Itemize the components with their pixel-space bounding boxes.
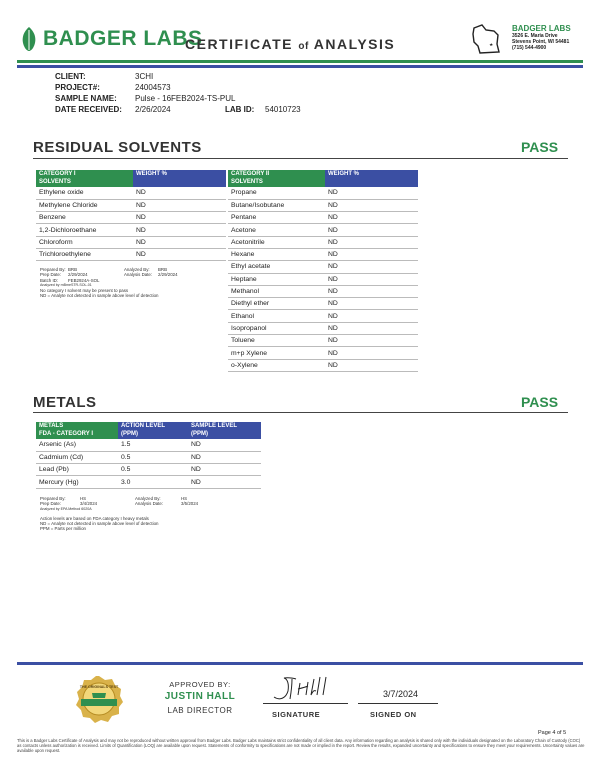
table-row: Heptane ND: [228, 273, 418, 285]
project-label: PROJECT#:: [55, 83, 100, 92]
table-row: Chloroform ND: [36, 236, 226, 248]
table-row: o-Xylene ND: [228, 359, 418, 371]
table-row: Lead (Pb) 0.5 ND: [36, 464, 261, 476]
seal-text: THE ORIGINALS TEST: [79, 685, 119, 689]
table-row: m+p Xylene ND: [228, 347, 418, 359]
table-row: Arsenic (As) 1.5 ND: [36, 439, 261, 451]
table-row: Benzene ND: [36, 212, 226, 224]
table-row: Ethanol ND: [228, 310, 418, 322]
solvents-divider: [33, 158, 568, 159]
table-row: Butane/Isobutane ND: [228, 199, 418, 211]
metals-col-name-header: METALS FDA - CATEGORY I: [36, 422, 118, 439]
leaf-icon: [20, 26, 38, 52]
table-row: Diethyl ether ND: [228, 298, 418, 310]
table-row: 1,2-Dichloroethane ND: [36, 224, 226, 236]
sample-name-label: SAMPLE NAME:: [55, 94, 117, 103]
residual-solvents-title: RESIDUAL SOLVENTS: [33, 139, 202, 156]
metals-title: METALS: [33, 394, 97, 411]
wisconsin-map-icon: [470, 22, 504, 56]
cat2-header: CATEGORY II SOLVENTS: [228, 170, 325, 187]
table-row: Toluene ND: [228, 335, 418, 347]
metals-divider: [33, 412, 568, 413]
signed-date: 3/7/2024: [383, 689, 419, 699]
table-row: Ethylene oxide ND: [36, 187, 226, 199]
solvents-pass-badge: PASS: [521, 139, 559, 155]
date-received-value: 2/26/2024: [135, 105, 171, 114]
client-value: 3CHI: [135, 72, 154, 81]
title-of: of: [298, 41, 309, 52]
signature-label: SIGNATURE: [272, 710, 321, 719]
project-value: 24004573: [135, 83, 171, 92]
metals-col-action-header: ACTION LEVEL (PPM): [118, 422, 188, 439]
director-name: JUSTIN HALL: [164, 691, 236, 702]
table-row: Methylene Chloride ND: [36, 199, 226, 211]
approved-by-label: APPROVED BY:: [169, 680, 231, 689]
table-row: Pentane ND: [228, 212, 418, 224]
metals-pass-badge: PASS: [521, 394, 559, 410]
metals-table: [36, 422, 261, 489]
cat1-header: CATEGORY I SOLVENTS: [36, 170, 133, 187]
date-received-label: DATE RECEIVED:: [55, 105, 122, 114]
page-number: Page 4 of 5: [538, 730, 567, 736]
address-phone: (715) 544-4900: [512, 45, 547, 52]
sample-name-value: Pulse - 16FEB2024-TS-PUL: [135, 94, 236, 103]
cat1-weight-header: WEIGHT %: [133, 170, 226, 187]
table-row: Propane ND: [228, 187, 418, 199]
category-2-solvents-table: [228, 170, 418, 372]
director-title: LAB DIRECTOR: [167, 706, 233, 715]
signature-line: [263, 703, 348, 704]
table-row: Methanol ND: [228, 285, 418, 297]
metals-col-sample-header: SAMPLE LEVEL (PPM): [188, 422, 261, 439]
signed-on-line: [358, 703, 438, 704]
disclaimer: This is a Badger Labs Certificate of Analysis and may not be reproduced without written approval from Badger Labs. Badger Labs maintains strict confidentiality of all client data. Any information regarding an analysis is shared only with the individuals designated on the Laboratory Chain of Custody (COC) as contacts unless authorization is received. Limits of Quantification (LOQ) are available upon request. Statements of conformity to specifications are not made or implied in the report. Review the results, expanded uncertainty and specifications to ensure they meet your requirements. Uncertainty values are available upon request.: [17, 738, 585, 754]
lab-id-label: LAB ID:: [225, 105, 255, 114]
handwritten-signature: [270, 673, 340, 703]
header-blue-rule: [17, 65, 583, 68]
brand-logo: [20, 26, 203, 52]
metals-notes: Prepared By: HS Analyzed By: HS Prep Date: 3/4/2024 Analysis Date: 3/5/2024 Analyzed by EPA Method 6020A Action levels are based on FDA category I heavy metals ND = Analyte not detected in sample above level of detection PPM = Parts per million: [40, 496, 199, 532]
lab-id-value: 54010723: [265, 105, 301, 114]
document-title: [185, 36, 395, 52]
approval-block: [155, 680, 245, 715]
brand-name: BADGER LABS: [43, 27, 203, 50]
title-certificate: CERTIFICATE: [185, 36, 294, 52]
address-city: Stevens Point, WI 54481: [512, 39, 570, 46]
title-analysis: ANALYSIS: [313, 36, 396, 52]
solvents-notes: Prepared By: BRB Analyzed By: BRB Prep Date: 2/29/2024 Analysis Date: 2/29/2024 Batch ID: FEB2924A-SOL Analyzed by mBmeSTR-SOL-01 No category I solvent may be present to pass ND = Analyte not detected in sample above level of detection: [40, 267, 178, 299]
table-row: Mercury (Hg) 3.0 ND: [36, 476, 261, 488]
table-row: Trichloroethylene ND: [36, 248, 226, 260]
table-row: Acetonitrile ND: [228, 236, 418, 248]
address-lab-name: BADGER LABS: [512, 24, 571, 33]
table-row: Ethyl acetate ND: [228, 261, 418, 273]
table-row: Hexane ND: [228, 248, 418, 260]
table-row: Cadmium (Cd) 0.5 ND: [36, 451, 261, 463]
table-row: Acetone ND: [228, 224, 418, 236]
header-green-rule: [17, 60, 583, 63]
quality-seal-icon: [75, 675, 123, 723]
cat2-weight-header: WEIGHT %: [325, 170, 418, 187]
category-1-solvents-table: [36, 170, 226, 261]
client-label: CLIENT:: [55, 72, 86, 81]
signed-on-label: SIGNED ON: [370, 710, 417, 719]
address-street: 3526 E. Maria Drive: [512, 33, 558, 39]
footer-blue-rule: [17, 662, 583, 665]
table-row: Isopropanol ND: [228, 322, 418, 334]
